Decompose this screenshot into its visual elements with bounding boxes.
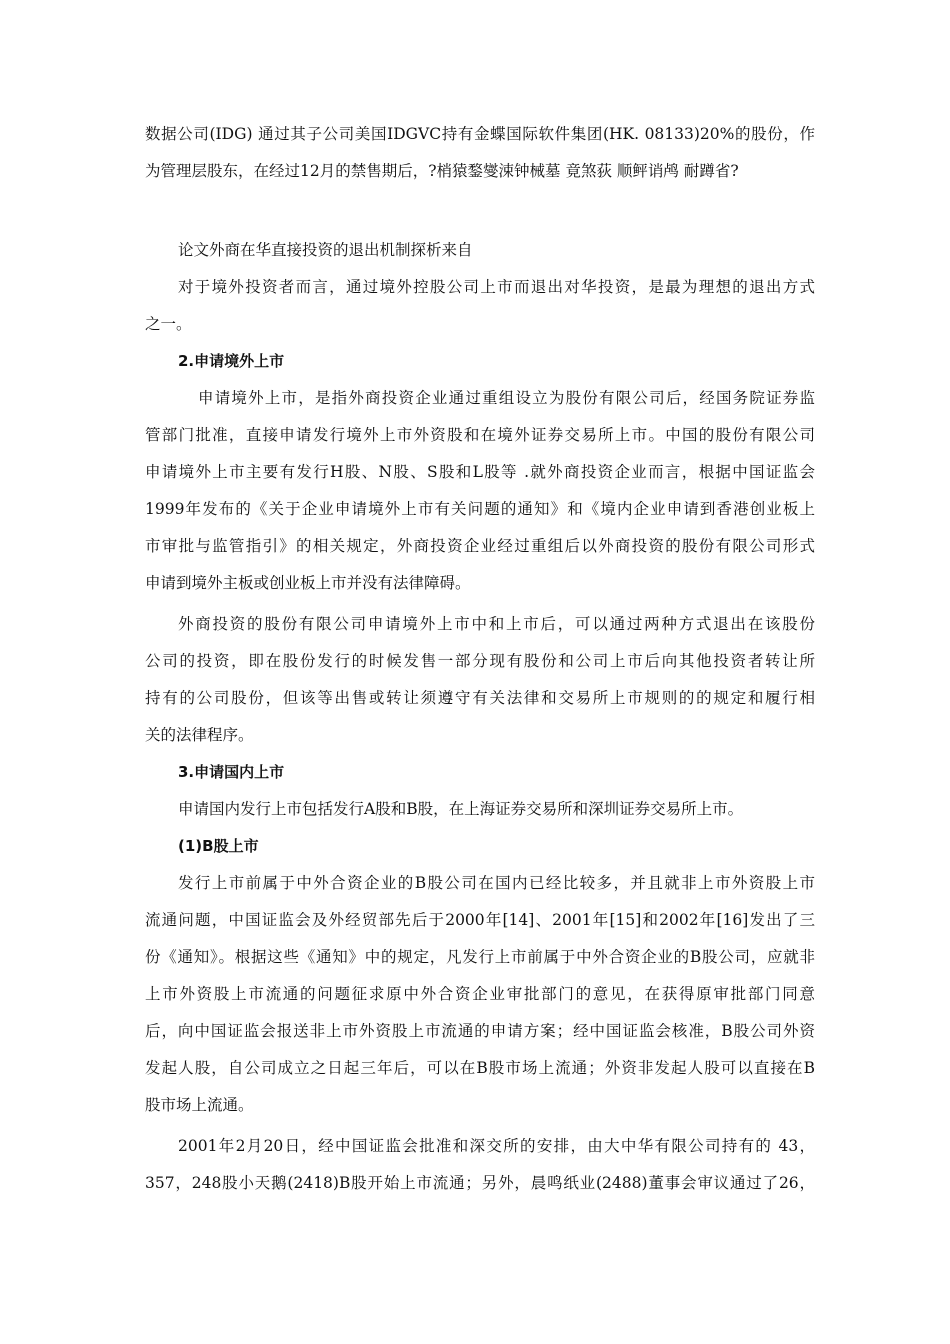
- paragraph-line: 市审批与监管指引》的相关规定，外商投资企业经过重组后以外商投资的股份有限公司形式: [145, 537, 815, 555]
- paragraph-line: 外商投资的股份有限公司申请境外上市中和上市后，可以通过两种方式退出在该股份: [178, 615, 815, 633]
- paragraph-line: 对于境外投资者而言，通过境外控股公司上市而退出对华投资，是最为理想的退出方式: [178, 278, 815, 296]
- paragraph-line: 357，248股小天鹅(2418)B股开始上市流通；另外，晨鸣纸业(2488)董事会审议通过了26，: [145, 1174, 815, 1192]
- paragraph-line: 为管理层股东，在经过12月的禁售期后，?梢猿鍪燮涑钟械墓 竟煞荻 顺鲆诮鸬 耐蹲省?: [145, 162, 739, 180]
- paragraph-line: 份《通知》。根据这些《通知》中的规定，凡发行上市前属于中外合资企业的B股公司，应就非: [145, 948, 815, 966]
- paragraph-line: 申请到境外主板或创业板上市并没有法律障碍。: [145, 574, 471, 592]
- paragraph-line: 申请国内发行上市包括发行A股和B股，在上海证券交易所和深圳证券交易所上市。: [178, 800, 744, 818]
- section-heading: 3.申请国内上市: [178, 763, 285, 781]
- paragraph-line: 持有的公司股份，但该等出售或转让须遵守有关法律和交易所上市规则的的规定和履行相: [145, 689, 815, 707]
- paragraph-line: 申请境外上市，是指外商投资企业通过重组设立为股份有限公司后，经国务院证券监: [198, 389, 815, 407]
- paragraph-line: 后，向中国证监会报送非上市外资股上市流通的申请方案；经中国证监会核准，B股公司外资: [145, 1022, 815, 1040]
- paragraph-line: 之一。: [145, 315, 192, 333]
- paragraph-line: 发行上市前属于中外合资企业的B股公司在国内已经比较多，并且就非上市外资股上市: [178, 874, 815, 892]
- paragraph-line: 数据公司(IDG) 通过其子公司美国IDGVC持有金蝶国际软件集团(HK. 08133)20%的股份，作: [145, 125, 815, 143]
- paragraph-line: 发起人股，自公司成立之日起三年后，可以在B股市场上流通；外资非发起人股可以直接在B: [145, 1059, 815, 1077]
- subsection-heading: (1)B股上市: [178, 837, 259, 855]
- article-source-line: 论文外商在华直接投资的退出机制探析来自: [178, 241, 473, 259]
- paragraph-line: 流通问题，中国证监会及外经贸部先后于2000年[14]、2001年[15]和2002年[16]发出了三: [145, 911, 815, 929]
- paragraph-line: 1999年发布的《关于企业申请境外上市有关问题的通知》和《境内企业申请到香港创业板上: [145, 500, 815, 518]
- paragraph-line: 公司的投资，即在股份发行的时候发售一部分现有股份和公司上市后向其他投资者转让所: [145, 652, 815, 670]
- paragraph-line: 股市场上流通。: [145, 1096, 254, 1114]
- section-heading: 2.申请境外上市: [178, 352, 285, 370]
- paragraph-line: 管部门批准，直接申请发行境外上市外资股和在境外证券交易所上市。中国的股份有限公司: [145, 426, 815, 444]
- paragraph-line: 申请境外上市主要有发行H股、N股、S股和L股等 .就外商投资企业而言，根据中国证监会: [145, 463, 815, 481]
- paragraph-line: 上市外资股上市流通的问题征求原中外合资企业审批部门的意见，在获得原审批部门同意: [145, 985, 815, 1003]
- paragraph-line: 关的法律程序。: [145, 726, 254, 744]
- paragraph-line: 2001年2月20日，经中国证监会批准和深交所的安排，由大中华有限公司持有的 43，: [178, 1137, 815, 1155]
